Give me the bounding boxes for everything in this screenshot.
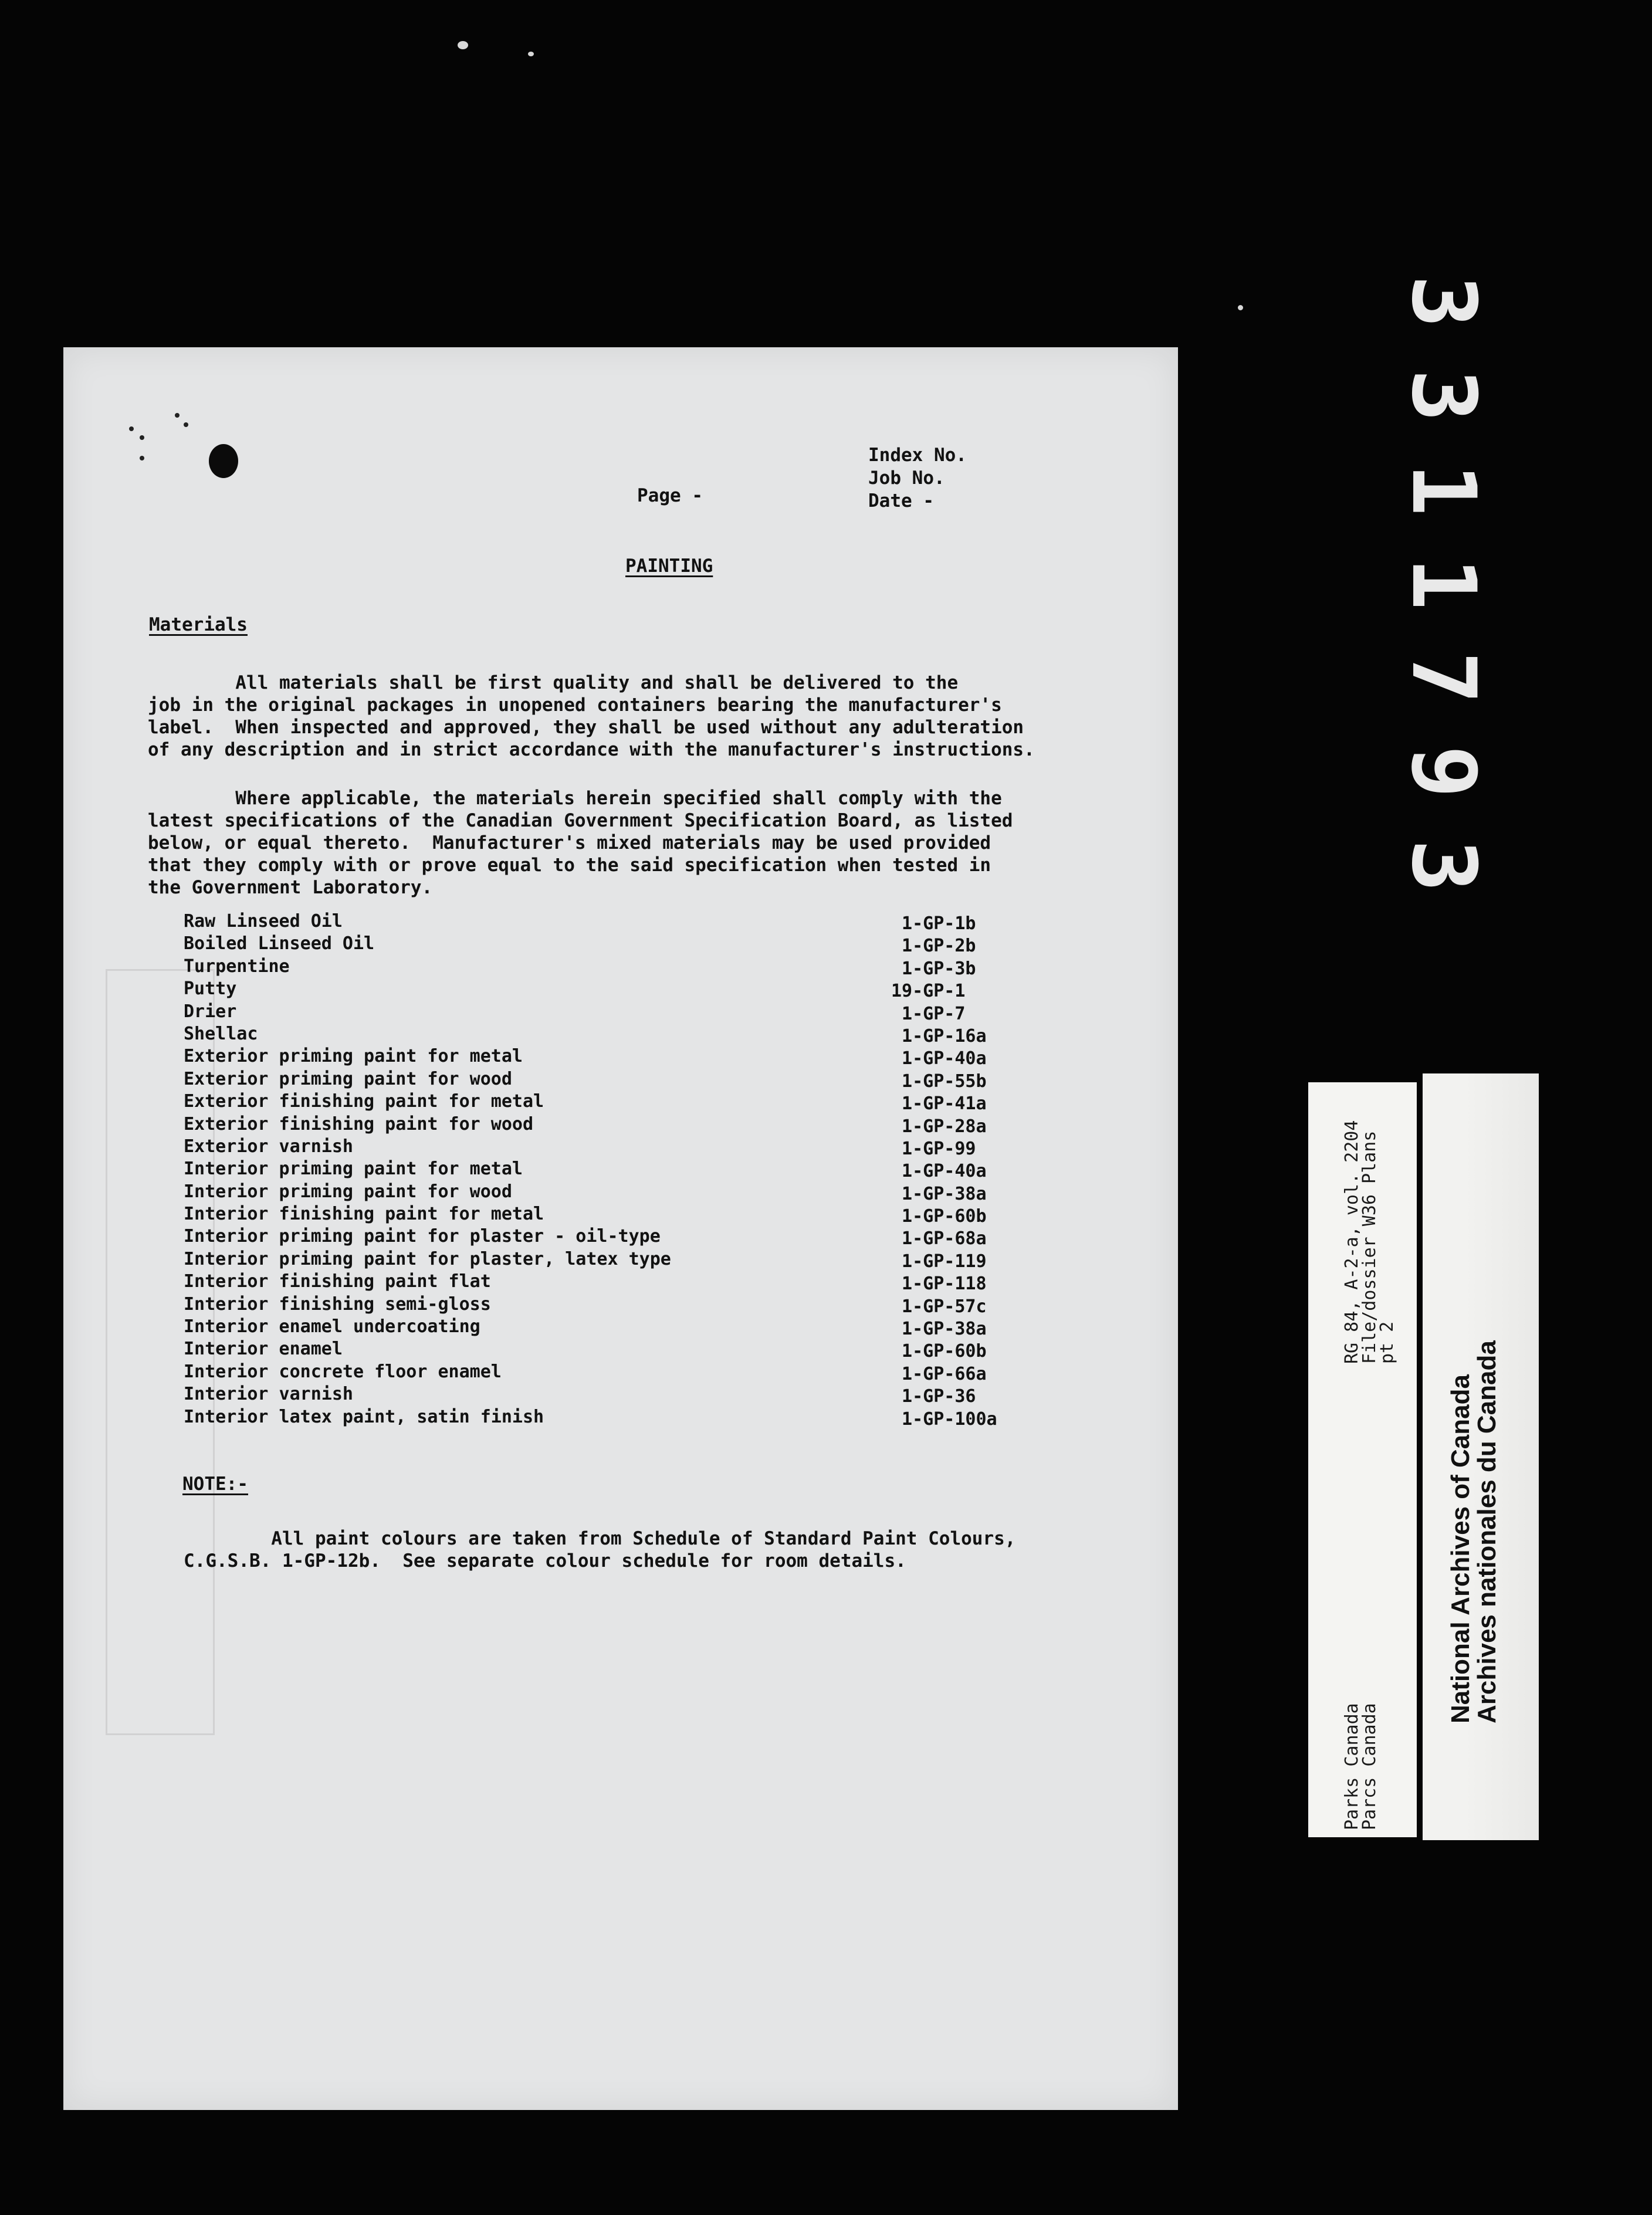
ink-blot: [209, 444, 238, 478]
agency-line: Parks Canada: [1342, 1703, 1362, 1830]
paragraph-line: All paint colours are taken from Schedule of Standard Paint Colours,: [184, 1528, 1016, 1549]
material-spec: 1-GP-40a: [891, 1048, 987, 1069]
material-spec: 1-GP-60b: [891, 1206, 987, 1227]
material-spec: 19-GP-1: [891, 981, 966, 1002]
index-number-label: Index No.: [868, 445, 967, 466]
list-item: [184, 978, 1075, 1000]
paragraph-line: the Government Laboratory.: [148, 877, 433, 898]
frame-number-text: 3311793: [1392, 275, 1494, 934]
agency-line: Parcs Canada: [1359, 1703, 1380, 1830]
material-name: Interior finishing paint for metal: [184, 1204, 544, 1225]
archive-reference-text: [1343, 1120, 1396, 1364]
list-item: [184, 1181, 1075, 1203]
paragraph-line: All materials shall be first quality and shall be delivered to the: [148, 672, 959, 693]
material-name: Exterior finishing paint for wood: [184, 1113, 534, 1134]
ink-speck: [140, 456, 144, 460]
material-name: Raw Linseed Oil: [184, 911, 343, 932]
material-spec: 1-GP-57c: [891, 1296, 987, 1317]
material-spec: 1-GP-2b: [891, 936, 976, 957]
paragraph-line: of any description and in strict accordance with the manufacturer's instructions.: [148, 739, 1035, 760]
material-name: Interior latex paint, satin finish: [184, 1406, 544, 1427]
material-spec: 1-GP-55b: [891, 1071, 987, 1092]
list-item: [184, 1361, 1075, 1383]
list-item: [184, 1068, 1075, 1090]
material-spec: 1-GP-28a: [891, 1116, 987, 1137]
document-page: [63, 347, 1178, 2110]
material-name: Interior priming paint for metal: [184, 1159, 523, 1180]
paragraph-materials-quality: [148, 672, 1122, 761]
institution-text: [1447, 1340, 1500, 1723]
paragraph-line: below, or equal thereto. Manufacturer's mixed materials may be used provided: [148, 832, 991, 854]
material-spec: 1-GP-7: [891, 1003, 966, 1024]
paragraph-note: [184, 1528, 1157, 1572]
list-item: [184, 1090, 1075, 1113]
list-item: [184, 933, 1075, 955]
archive-reference-label: [1308, 1082, 1417, 1837]
paragraph-line: job in the original packages in unopened containers bearing the manufacturer's: [148, 695, 1002, 716]
list-item: [184, 1293, 1075, 1316]
material-name: Turpentine: [184, 956, 290, 977]
ink-speck: [184, 422, 188, 427]
material-name: Interior enamel: [184, 1339, 343, 1360]
materials-list: [184, 910, 1075, 1428]
material-name: Interior finishing semi-gloss: [184, 1293, 491, 1315]
material-name: Exterior priming paint for metal: [184, 1046, 523, 1067]
list-item: [184, 1001, 1075, 1023]
list-item: [184, 1203, 1075, 1225]
material-spec: 1-GP-118: [891, 1274, 987, 1295]
material-name: Interior finishing paint flat: [184, 1271, 491, 1292]
paragraph-line: label. When inspected and approved, they shall be used without any adulteration: [148, 717, 1024, 738]
material-spec: 1-GP-66a: [891, 1363, 987, 1384]
material-name: Exterior varnish: [184, 1136, 353, 1157]
list-item: [184, 1045, 1075, 1068]
list-item: [184, 1136, 1075, 1158]
material-spec: 1-GP-36: [891, 1386, 976, 1407]
list-item: [184, 1338, 1075, 1360]
film-speck: [528, 52, 534, 56]
institution-label: [1423, 1073, 1539, 1840]
film-speck: [1238, 305, 1243, 310]
list-item: [184, 1316, 1075, 1338]
ink-speck: [140, 435, 144, 440]
material-spec: 1-GP-100a: [891, 1408, 997, 1430]
agency-text: [1343, 1703, 1379, 1830]
ink-speck: [175, 413, 180, 418]
material-name: Interior concrete floor enamel: [184, 1361, 502, 1382]
material-name: Interior priming paint for plaster, latex type: [184, 1248, 671, 1269]
reference-line: RG 84, A-2-a, vol. 2204: [1342, 1120, 1362, 1364]
document-title: PAINTING: [625, 556, 713, 577]
list-item: [184, 1158, 1075, 1180]
material-spec: 1-GP-16a: [891, 1025, 987, 1046]
list-item: [184, 1113, 1075, 1136]
material-name: Exterior priming paint for wood: [184, 1068, 512, 1089]
list-item: [184, 1225, 1075, 1248]
material-name: Interior priming paint for plaster - oil-type: [184, 1226, 661, 1247]
material-name: Boiled Linseed Oil: [184, 933, 375, 954]
reference-line: File/dossier W36 Plans: [1359, 1130, 1380, 1364]
material-name: Shellac: [184, 1023, 258, 1044]
material-spec: 1-GP-1b: [891, 913, 976, 934]
list-item: [184, 910, 1075, 933]
material-spec: 1-GP-119: [891, 1251, 987, 1272]
list-item: [184, 1406, 1075, 1428]
paragraph-specifications: [148, 787, 1122, 899]
ink-speck: [129, 426, 134, 431]
material-name: Putty: [184, 978, 237, 1000]
paragraph-line: Where applicable, the materials herein specified shall comply with the: [148, 788, 1002, 809]
list-item: [184, 956, 1075, 978]
material-spec: 1-GP-38a: [891, 1183, 987, 1204]
material-spec: 1-GP-41a: [891, 1093, 987, 1115]
job-number-label: Job No.: [868, 468, 945, 489]
material-name: Interior varnish: [184, 1384, 353, 1405]
material-name: Interior enamel undercoating: [184, 1316, 480, 1337]
list-item: [184, 1023, 1075, 1045]
material-spec: 1-GP-3b: [891, 958, 976, 979]
material-spec: 1-GP-99: [891, 1138, 976, 1159]
material-spec: 1-GP-68a: [891, 1228, 987, 1249]
section-heading-materials: Materials: [149, 614, 248, 635]
material-spec: 1-GP-40a: [891, 1161, 987, 1182]
film-speck: [458, 41, 468, 49]
header-block: [868, 444, 967, 513]
material-name: Interior priming paint for wood: [184, 1181, 512, 1202]
film-frame-number: [1384, 275, 1502, 934]
material-name: Exterior finishing paint for metal: [184, 1091, 544, 1112]
reference-line: pt 2: [1377, 1321, 1397, 1364]
list-item: [184, 1271, 1075, 1293]
date-label: Date -: [868, 490, 934, 512]
institution-line: Archives nationales du Canada: [1472, 1340, 1501, 1723]
page-label: Page -: [637, 485, 703, 506]
note-heading: NOTE:-: [182, 1474, 248, 1495]
material-name: Drier: [184, 1001, 237, 1022]
institution-line: National Archives of Canada: [1446, 1374, 1475, 1723]
list-item: [184, 1248, 1075, 1271]
paragraph-line: latest specifications of the Canadian Government Specification Board, as listed: [148, 810, 1013, 831]
paragraph-line: C.G.S.B. 1-GP-12b. See separate colour schedule for room details.: [184, 1550, 906, 1572]
list-item: [184, 1383, 1075, 1405]
material-spec: 1-GP-60b: [891, 1341, 987, 1362]
paragraph-line: that they comply with or prove equal to the said specification when tested in: [148, 855, 991, 876]
material-spec: 1-GP-38a: [891, 1319, 987, 1340]
